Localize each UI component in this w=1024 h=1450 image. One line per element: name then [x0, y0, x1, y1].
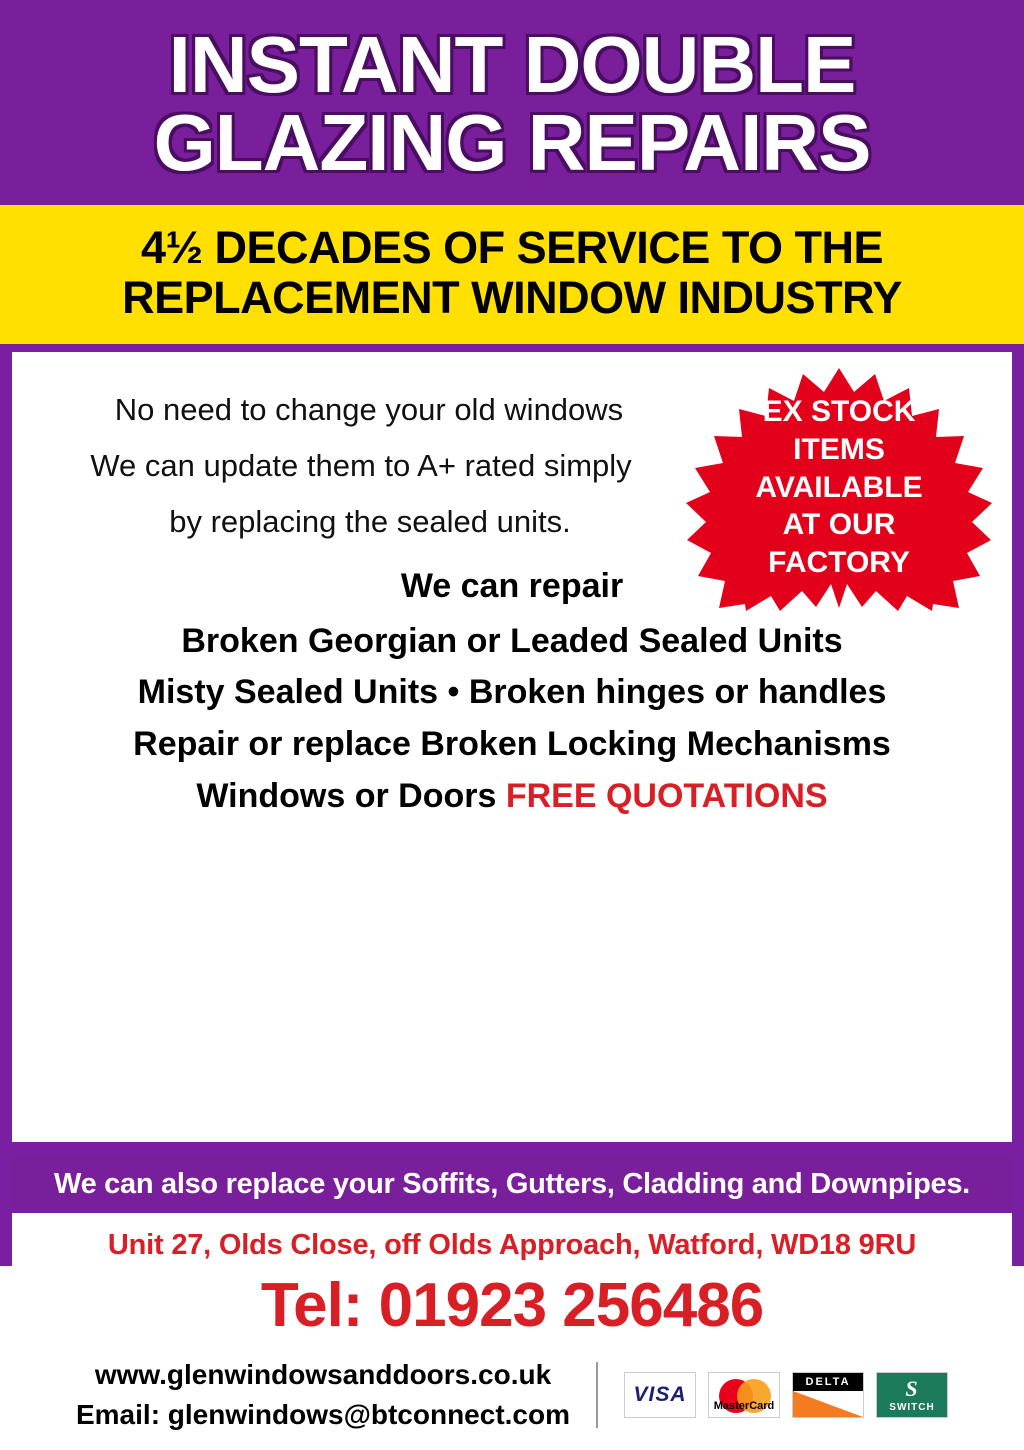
website-url[interactable]: www.glenwindowsanddoors.co.uk: [94, 1358, 552, 1390]
services-heading: We can repair: [400, 566, 624, 605]
delta-card-logo: [792, 1372, 864, 1418]
switch-card-logo: [876, 1372, 948, 1418]
web-contact-block: [76, 1355, 570, 1436]
service-line-3: Repair or replace Broken Locking Mechanisms: [133, 725, 891, 764]
subheadline-line-1: 4½ DECADES OF SERVICE TO THE: [140, 221, 883, 273]
service-line-4: [22, 771, 1002, 823]
extra-services-strip: [12, 1156, 1012, 1213]
mastercard-logo: [708, 1372, 780, 1418]
delta-triangle-icon: [793, 1391, 863, 1417]
burst-line-4: AT OUR: [782, 508, 896, 542]
burst-line-3: AVAILABLE: [755, 470, 923, 504]
service-line-4-prefix: Windows or Doors: [196, 776, 497, 815]
subheadline-band: [0, 205, 1024, 344]
headline-line-1: INSTANT DOUBLE: [168, 20, 856, 109]
footer-row: [22, 1355, 1002, 1436]
extra-services-text: We can also replace your Soffits, Gutters, Cladding and Downpipes.: [54, 1167, 970, 1200]
switch-s-icon: S: [905, 1375, 919, 1401]
burst-line-1: EX STOCK: [762, 395, 916, 429]
delta-label: DELTA: [793, 1373, 863, 1391]
subheadline-line-2: REPLACEMENT WINDOW INDUSTRY: [122, 272, 902, 324]
footer-divider: [596, 1362, 598, 1428]
starburst-text: [674, 364, 1004, 612]
poster-body: [12, 352, 1012, 1142]
intro-line-2: We can update them to A+ rated simply: [90, 447, 632, 483]
intro-line-3: by replacing the sealed units.: [169, 504, 571, 540]
service-line-1: Broken Georgian or Leaded Sealed Units: [181, 621, 843, 660]
telephone-number[interactable]: Tel: 01923 256486: [260, 1270, 764, 1340]
poster-header: [0, 0, 1024, 205]
payment-logos: [624, 1372, 948, 1418]
visa-card-logo: VISA: [624, 1372, 696, 1418]
intro-line-1: No need to change your old windows: [114, 391, 624, 427]
address-text: Unit 27, Olds Close, off Olds Approach, Watford, WD18 9RU: [107, 1228, 917, 1261]
headline-line-2: GLAZING REPAIRS: [153, 98, 871, 188]
contact-block: [12, 1213, 1012, 1450]
service-line-2: Misty Sealed Units • Broken hinges or handles: [137, 673, 887, 712]
switch-label: SWITCH: [889, 1401, 935, 1413]
free-quotations-text: FREE QUOTATIONS: [505, 776, 828, 815]
burst-line-2: ITEMS: [793, 432, 885, 466]
email-address[interactable]: Email: glenwindows@btconnect.com: [75, 1399, 571, 1431]
burst-line-5: FACTORY: [768, 546, 910, 580]
ex-stock-starburst-badge: [674, 364, 1004, 612]
mastercard-label: MasterCard: [713, 1400, 775, 1413]
